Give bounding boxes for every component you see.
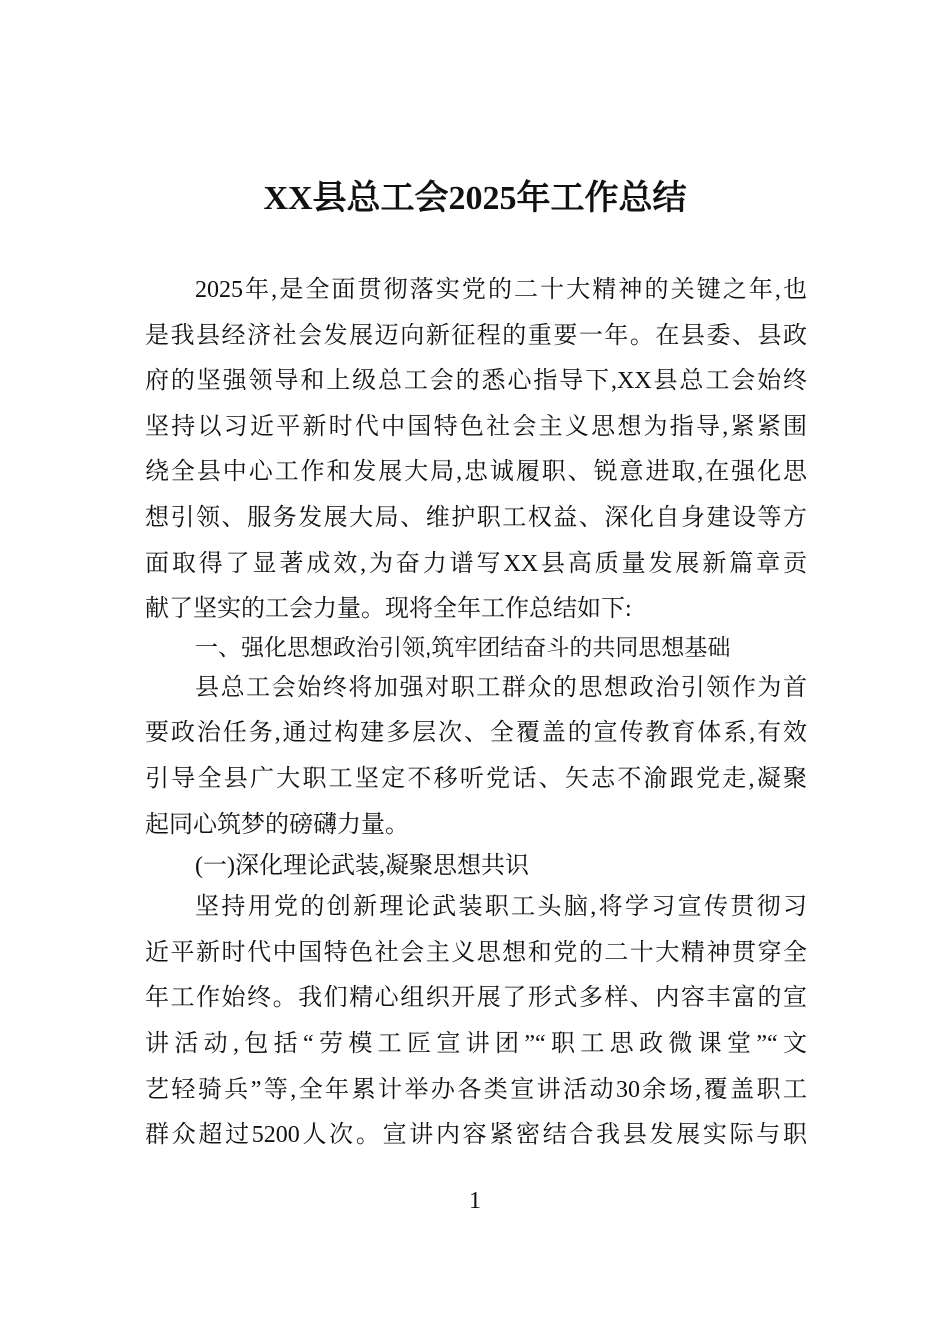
text-line: 2025年,是全面贯彻落实党的二十大精神的关键之年,也	[195, 277, 807, 303]
text-line: 坚持用党的创新理论武装职工头脑,将学习宣传贯彻习	[195, 894, 807, 921]
section-heading	[145, 629, 807, 666]
text-line: 面取得了显著成效,为奋力谱写XX县高质量发展新篇章贡	[145, 550, 807, 577]
text-line: 年工作始终。我们精心组织开展了形式多样、内容丰富的宣	[145, 985, 807, 1012]
subsection-heading	[145, 848, 807, 885]
text-line: 群众超过5200人次。宣讲内容紧密结合我县发展实际与职	[145, 1122, 807, 1149]
text-line: 坚持以习近平新时代中国特色社会主义思想为指导,紧紧围	[145, 413, 807, 440]
text-line: 引导全县广大职工坚定不移听党话、矢志不渝跟党走,凝聚	[145, 765, 807, 792]
document-body	[145, 268, 807, 1159]
text-line: 县总工会始终将加强对职工群众的思想政治引领作为首	[195, 674, 807, 701]
text-line: (一)深化理论武装,凝聚思想共识	[195, 853, 529, 880]
page-number: 1	[469, 1188, 481, 1214]
paragraph	[145, 666, 807, 848]
text-line: 府的坚强领导和上级总工会的悉心指导下,XX县总工会始终	[145, 368, 807, 395]
text-line: 绕全县中心工作和发展大局,忠诚履职、锐意进取,在强化思	[145, 459, 807, 486]
text-line: 想引领、服务发展大局、维护职工权益、深化自身建设等方	[145, 504, 807, 531]
text-line: 一、强化思想政治引领,筑牢团结奋斗的共同思想基础	[195, 633, 731, 660]
text-line: 起同心筑梦的磅礴力量。	[145, 811, 409, 838]
paragraph	[145, 885, 807, 1159]
text-line: 要政治任务,通过构建多层次、全覆盖的宣传教育体系,有效	[145, 720, 807, 747]
text-line: 讲活动,包括“劳模工匠宣讲团”“职工思政微课堂”“文	[145, 1030, 807, 1057]
paragraph	[145, 268, 807, 633]
document-title: XX县总工会2025年工作总结	[263, 180, 687, 217]
text-line: 近平新时代中国特色社会主义思想和党的二十大精神贯穿全	[145, 939, 807, 966]
text-line: 艺轻骑兵”等,全年累计举办各类宣讲活动30余场,覆盖职工	[145, 1076, 807, 1103]
text-line: 是我县经济社会发展迈向新征程的重要一年。在县委、县政	[145, 322, 807, 349]
text-line: 献了坚实的工会力量。现将全年工作总结如下:	[145, 596, 632, 623]
